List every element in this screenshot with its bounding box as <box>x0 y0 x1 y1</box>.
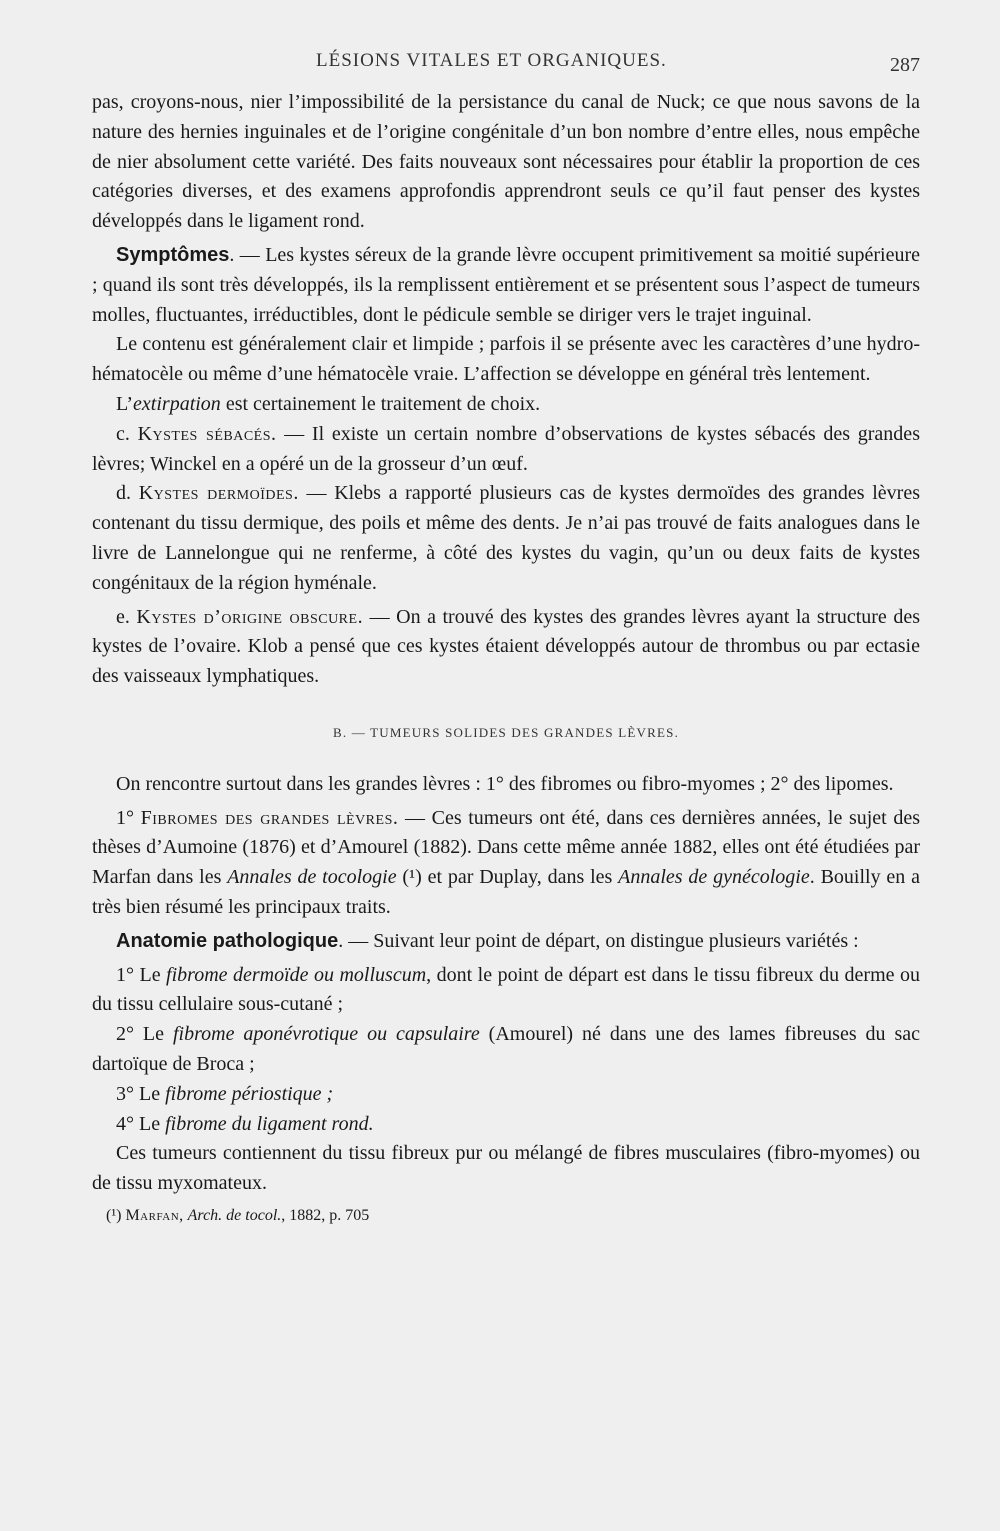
variete-name: fibrome périostique ; <box>165 1082 334 1105</box>
paragraph-anatomie <box>92 927 920 957</box>
paragraph-kystes-dermoides <box>92 479 920 598</box>
variete-name: fibrome du ligament rond. <box>165 1112 374 1135</box>
fibromes-text3: . Bouilly en a très bien résumé les principaux traits. <box>92 866 920 918</box>
fibromes-footnote-ref: (¹) <box>396 866 422 889</box>
section-title-tumeurs-solides: B. — TUMEURS SOLIDES DES GRANDES LÈVRES. <box>332 724 680 740</box>
variete-name: fibrome dermoïde ou molluscum <box>166 963 427 986</box>
footnote <box>92 1205 920 1227</box>
footnote-author: Marfan, <box>125 1206 184 1224</box>
list-item-variete-1 <box>92 961 920 1021</box>
variete-description: , dont le point de départ est dans le tissu fibreux du derme ou du tissu cellulaire sous-cutané ; <box>92 963 921 1016</box>
paragraph-kystes-obscure <box>92 603 920 692</box>
fibromes-journal-gynecologie: Annales de gynécologie <box>618 866 810 889</box>
heading-symptomes: Symptômes <box>116 243 230 266</box>
variete-name: fibrome aponévrotique ou capsulaire <box>172 1023 480 1046</box>
footnote-mark: (¹) <box>106 1206 122 1224</box>
paragraph-intro: pas, croyons-nous, nier l’impossibilité de la persistance du canal de Nuck; ce que nous savons de la nature des hernies inguinales et de l’origine congénitale d’un bon nombre d’entre elles, nous empêche de nier absolument cette variété. Des faits nouveaux sont nécessaires pour établir la proportion de ces catégories diverses, et des examens approfondis apprendront seuls ce qu’il faut penser des kystes développés dans le ligament rond. <box>92 91 920 233</box>
paragraph-kystes-sebaces <box>92 420 920 480</box>
paragraph-symptomes <box>92 241 920 330</box>
kystes-sebaces-prefix: c. <box>116 422 138 445</box>
variete-description: (Amourel) né dans une des lames fibreuses du sac dartoïque de Broca ; <box>92 1023 921 1075</box>
list-item-variete-4 <box>92 1110 920 1140</box>
list-item-variete-2 <box>92 1020 920 1080</box>
fibromes-text2: et par Duplay, dans les <box>421 866 619 889</box>
running-title: LÉSIONS VITALES ET ORGANIQUES. <box>316 50 667 71</box>
page-number: 287 <box>890 54 920 76</box>
page-header <box>92 50 920 84</box>
list-item-variete-3 <box>92 1080 920 1110</box>
variete-number: 1° Le <box>116 963 167 986</box>
extirpation-text: est certainement le traitement de choix. <box>220 392 541 415</box>
kystes-dermoides-prefix: d. <box>116 482 139 505</box>
fibromes-text1: — Ces tumeurs ont été, dans ces dernières années, le sujet des thèses d’Aumoine (1876) et d’Amourel (1882). Dans cette même année 1882, elles ont été étudiées par Marfan dans les <box>92 806 921 889</box>
paragraph-contenu: Le contenu est généralement clair et limpide ; parfois il se présente avec les caractères d’une hydro-hématocèle ou même d’une hématocèle vraie. L’affection se développe en général très lentement. <box>92 333 920 386</box>
paragraph-final: Ces tumeurs contiennent du tissu fibreux pur ou mélangé de fibres musculaires (fibro-myomes) ou de tissu myxomateux. <box>92 1142 920 1195</box>
symptomes-text: . — Les kystes séreux de la grande lèvre occupent primitivement sa moitié supérieure ; quand ils sont très développés, ils la remplissent entièrement et se présentent sous l’aspect de tumeurs molles, fluctuantes, irréductibles, dont le pédicule semble se diriger vers le trajet inguinal. <box>92 243 920 326</box>
variete-number: 4° Le <box>116 1112 166 1135</box>
kystes-obscure-text: — On a trouvé des kystes des grandes lèvres ayant la structure des kystes de l’ovaire. Klob a pensé que ces kystes étaient développés autour de thrombus ou par ectasie des vaisseaux lymphatiques. <box>92 605 920 688</box>
extirpation-italic: extirpation <box>133 392 221 415</box>
kystes-dermoides-title: Kystes dermoïdes. <box>138 482 299 505</box>
paragraph-extirpation <box>92 390 920 420</box>
footnote-rest: , 1882, p. 705 <box>281 1206 370 1224</box>
page-body <box>92 88 920 1227</box>
kystes-dermoides-text: — Klebs a rapporté plusieurs cas de kystes dermoïdes des grandes lèvres contenant du tissu dermique, des poils et même des dents. Je n’ai pas trouvé de faits analogues dans le livre de Lannelongue qui ne renferme, à côté des kystes du vagin, qu’un ou deux faits de kystes congénitaux de la région hyménale. <box>92 482 920 594</box>
footnote-ref: Arch. de tocol. <box>187 1206 282 1224</box>
kystes-obscure-title: Kystes d’origine obscure. <box>136 605 364 628</box>
variete-number: 2° Le <box>116 1023 173 1046</box>
fibromes-journal-tocologie: Annales de tocologie <box>227 866 397 889</box>
fibromes-prefix: 1° <box>116 806 141 829</box>
anatomie-text: . — Suivant leur point de départ, on distingue plusieurs variétés : <box>338 929 859 952</box>
kystes-sebaces-title: Kystes sébacés. <box>137 422 277 445</box>
heading-anatomie: Anatomie pathologique <box>116 929 339 952</box>
fibromes-title: Fibromes des grandes lèvres. <box>140 806 399 829</box>
kystes-obscure-prefix: e. <box>116 605 137 628</box>
kystes-sebaces-text: — Il existe un certain nombre d’observations de kystes sébacés des grandes lèvres; Winckel en a opéré un de la grosseur d’un œuf. <box>92 422 920 475</box>
paragraph-fibromes <box>92 804 920 923</box>
paragraph-rencontre: On rencontre surtout dans les grandes lèvres : 1° des fibromes ou fibro-myomes ; 2° des lipomes. <box>116 772 894 795</box>
variete-number: 3° Le <box>116 1082 166 1105</box>
extirpation-lead: L’ <box>116 392 134 415</box>
